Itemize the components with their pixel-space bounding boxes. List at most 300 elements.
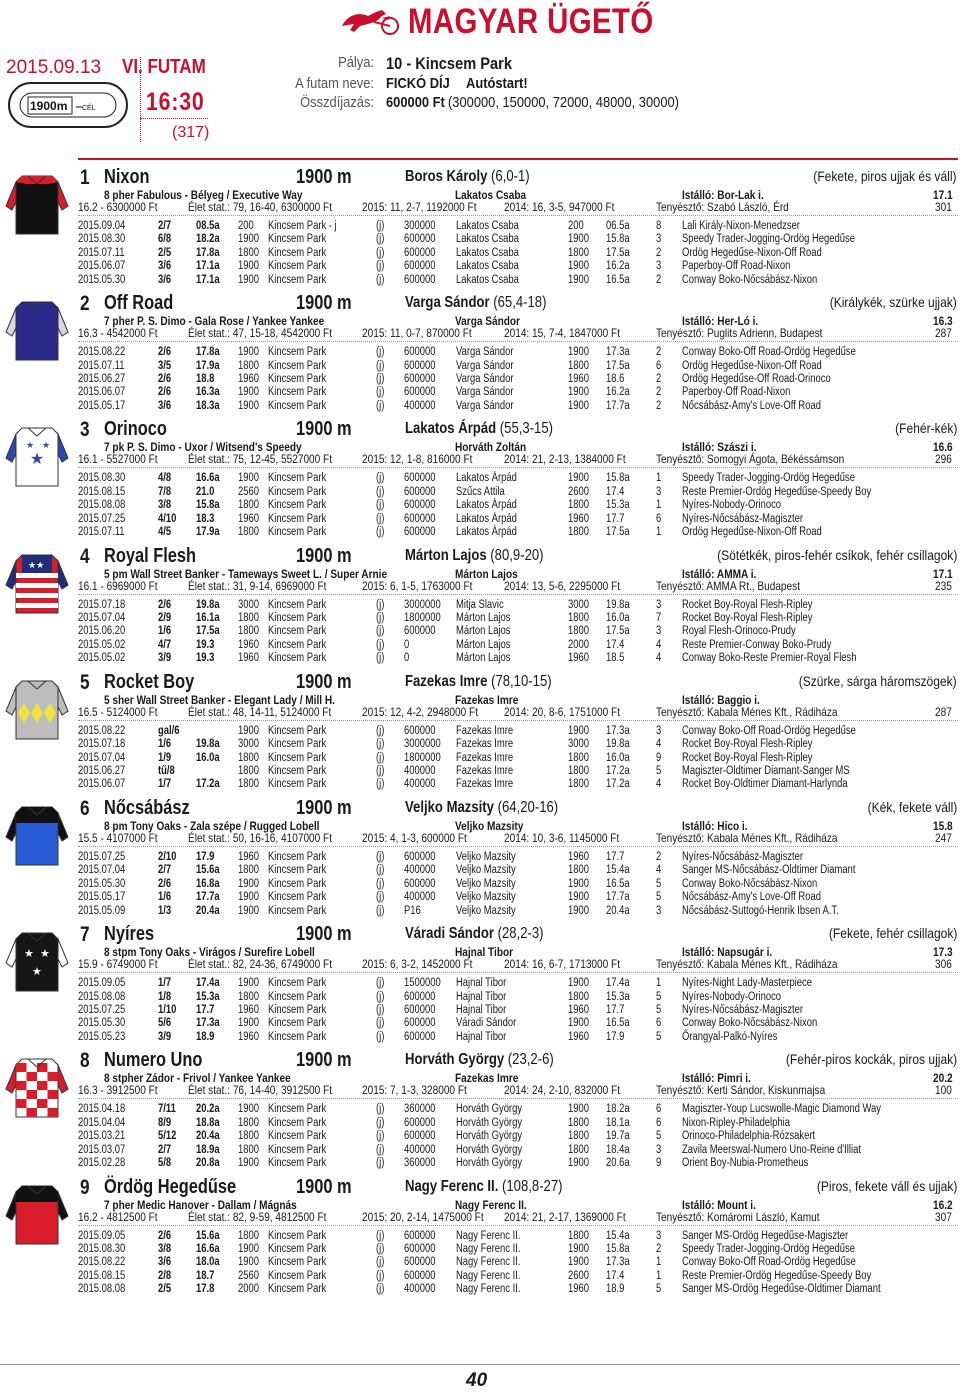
race-history-cell: 18.8a [196,1116,220,1129]
race-history-cell: (j) [376,1269,385,1282]
race-history-cell: 2/6 [158,346,172,359]
race-history-cell: 16.6a [196,472,220,485]
race-history-cell: Őrangyal-Palkó-Nyíres [682,1030,778,1043]
race-history-cell: (j) [376,977,385,990]
race-history-cell: 1800 [238,1143,259,1156]
odds: 17.1 [933,566,953,581]
race-history-cell: 19.3 [196,652,215,665]
race-history-cell: 2015.06.27 [78,372,126,385]
trainer: Nagy Ferenc II. [455,1197,527,1212]
race-history-cell: 1900 [238,1017,259,1030]
stats-2014: 2014: 16, 3-5, 947000 Ft [504,200,615,214]
race-history-cell: (j) [376,990,385,1003]
race-history-cell: 18.7 [196,1269,215,1282]
driver-stats: (64,20-16) [497,799,559,816]
race-history-cell: 20.4a [196,904,220,917]
breeder-number: 287 [935,326,952,341]
best-record: 16.2 - 6300000 Ft [78,200,158,214]
race-history-cell: Kincsem Park [268,512,327,525]
race-history-cell: 15.3a [196,990,220,1003]
divider [140,57,141,142]
race-history-cell: Nőcsábász-Amy's Love-Off Road [682,399,821,412]
race-history-cell: Kincsem Park [268,372,327,385]
divider [78,215,958,216]
driver-name-text: Váradi Sándor [405,925,494,943]
race-history-cell: 3/9 [158,1030,172,1043]
race-history-cell: 1900 [238,1103,259,1116]
race-history-cell: 1800 [568,1143,589,1156]
race-history-cell: 2/5 [158,1283,172,1296]
race-history-cell: 19.3 [196,638,215,651]
race-history-cell: Kincsem Park [268,778,327,791]
breeder-number: 100 [935,1083,952,1098]
stats-2014: 2014: 20, 8-6, 1751000 Ft [504,704,621,719]
race-history-cell: 1800 [568,1229,589,1242]
race-history-cell: 2/6 [158,372,172,385]
race-history-cell: 15.3a [606,499,630,512]
race-history-cell: 0 [404,652,410,665]
odds: 17.3 [933,945,953,960]
race-history-cell: 2015.07.11 [78,359,125,372]
race-history-cell: 400000 [404,1283,436,1296]
driver-name [405,673,552,691]
race-history-cell: 2015.06.07 [78,386,126,399]
race-history-cell: 16.1a [196,611,220,624]
race-history-cell: 16.0a [606,611,630,624]
life-stats: Élet stat.: 48, 14-11, 5124000 Ft [188,704,332,719]
race-history-cell: 5/12 [158,1130,177,1143]
race-history-cell: 400000 [404,864,436,877]
stable: Istálló: Mount i. [682,1197,756,1212]
race-history-cell: 2015.08.22 [78,346,126,359]
race-history-cell: (j) [376,399,385,412]
race-history-cell: 1800 [568,764,589,777]
race-history-cell: 2015.05.02 [78,638,126,651]
race-history-cell: 1/9 [158,751,172,764]
race-history-cell: 16.0a [196,751,220,764]
race-history-cell: 3/6 [158,260,172,273]
race-history-cell: Mitja Slavic [456,598,504,611]
race-history-cell: 2015.05.30 [78,273,126,286]
race-history-cell: 3000000 [404,738,441,751]
race-history-cell: 16.5a [606,877,630,890]
race-history-cell: 2/8 [158,1269,172,1282]
race-history-cell: 1800 [238,525,259,538]
silk-colors: (Kék, fekete váll) [867,799,957,815]
best-record: 16.3 - 3912500 Ft [78,1083,158,1098]
race-history-cell: 1800 [238,778,259,791]
horse-name: Nőcsábász [104,797,190,819]
race-history-cell: 1900 [568,1256,589,1269]
race-history-cell: (j) [376,638,385,651]
race-history-cell: 1900 [238,399,259,412]
race-history-cell: 20.6a [606,1156,630,1169]
race-history-cell: 16.5a [606,1017,630,1030]
race-history-cell: Nőcsábász-Amy's Love-Off Road [682,891,821,904]
race-history-cell: Kincsem Park [268,625,327,638]
race-history-cell: 600000 [404,724,436,737]
race-history-cell: 18.5 [606,652,625,665]
life-stats: Élet stat.: 31, 9-14, 6969000 Ft [188,578,327,593]
race-history-cell: 1900 [238,233,259,246]
breeder-number: 306 [935,957,952,972]
race-history-cell: 1800000 [404,751,441,764]
race-history-cell: 17.2a [606,764,630,777]
race-history-cell: 400000 [404,399,436,412]
race-history-cell: Nagy Ferenc II. [456,1269,521,1282]
race-history-cell: Nyíres-Nobody-Orinoco [682,990,782,1003]
driver-name [405,799,558,817]
race-history-cell: Kincsem Park [268,1116,327,1129]
race-history-cell: 600000 [404,1003,436,1016]
race-history-cell: 1800 [238,1116,259,1129]
race-history-cell: Kincsem Park [268,1143,327,1156]
race-history-cell: 1800 [238,990,259,1003]
pedigree: 7 pher P. S. Dimo - Gala Rose / Yankee Yankee [104,314,325,329]
odds: 16.6 [933,440,953,455]
race-history-cell: 2015.04.04 [78,1116,126,1129]
race-number: VI. FUTAM [122,56,206,78]
race-history-cell: 1/7 [158,977,172,990]
life-stats: Élet stat.: 82, 9-59, 4812500 Ft [188,1209,327,1224]
pedigree: 8 pm Tony Oaks - Zala szépe / Rugged Lobell [104,819,320,833]
race-history-cell: 1800 [568,778,589,791]
race-history-cell: 2015.05.02 [78,652,126,665]
race-history-cell: Speedy Trader-Jogging-Ördög Hegedűse [682,472,855,485]
race-history-cell: Kincsem Park [268,652,327,665]
race-history-cell: 4 [656,778,662,791]
race-history-cell: Kincsem Park [268,233,327,246]
race-history-cell: Horváth György [456,1130,523,1143]
entry-number: 9 [80,1175,90,1199]
race-history-cell: Lakatos Árpád [456,499,517,512]
best-record: 16.2 - 4812500 Ft [78,1209,158,1224]
entry-block [0,288,960,414]
entry-block [0,919,960,1045]
race-history-cell: 2 [656,346,662,359]
breeder: Tenyésztő: Komáromi László, Kamut [656,1209,820,1224]
race-history-cell: Kincsem Park [268,1130,327,1143]
race-history-cell: 1900 [568,233,589,246]
trainer: Hajnal Tibor [455,945,514,960]
silk-colors: (Fehér-piros kockák, piros ujjak) [785,1051,957,1068]
race-history-cell: 600000 [404,346,436,359]
divider [78,594,958,595]
race-history-cell: 1960 [238,851,259,863]
race-history-cell: 17.2a [606,778,630,791]
driver-stats: (78,10-15) [491,672,552,690]
silk-colors: (Szürke, sárga háromszögek) [799,672,957,689]
race-history-cell: 2 [656,386,662,399]
race-history-cell: 2/10 [158,851,177,863]
silk-colors: (Piros, fekete váll és ujjak) [816,1177,957,1194]
race-history-cell: 19.8a [606,738,630,751]
race-history-cell: 3/5 [158,359,172,372]
race-history-cell: 2 [656,851,662,863]
race-history-cell: 3 [656,625,662,638]
race-history-cell: 16.6a [196,1242,220,1255]
race-history-cell: Paperboy-Off Road-Nixon [682,260,791,273]
race-history-cell: 18.9 [196,1030,215,1043]
race-history-cell: 1800 [238,1229,259,1242]
race-history-cell: 1900 [238,260,259,273]
race-name: FICKÓ DÍJ [386,75,450,92]
breeder-number: 287 [935,704,952,719]
race-history-cell: Nyíres-Nőcsábász-Magiszter [682,851,804,863]
race-history-cell: Paperboy-Off Road-Nixon [682,386,791,399]
stable: Istálló: Napsugár i. [682,945,773,960]
breeder: Tenyésztő: Somogyi Ágota, Békéssámson [656,452,845,467]
jockey-silk-icon [4,1178,70,1246]
race-history-cell: 1900 [568,386,589,399]
race-history-cell: Kincsem Park [268,485,327,498]
race-history-cell: 3000 [568,598,589,611]
silk-colors: (Sötétkék, piros-fehér csíkok, fehér csillagok) [716,546,957,563]
race-history-cell: 5 [656,877,662,890]
breeder-number: 301 [935,200,952,214]
race-history-cell: 2015.02.28 [78,1156,126,1169]
breeder-number: 307 [935,1209,952,1224]
race-history-cell: 2015.08.08 [78,1283,126,1296]
race-history-cell: 2015.09.05 [78,1229,126,1242]
race-history-cell: 17.7a [606,891,630,904]
race-name-label: A futam neve: [295,75,374,92]
race-history-cell: 19.7a [606,1130,630,1143]
race-history-cell: Kincsem Park [268,864,327,877]
race-history-cell: Kincsem Park [268,1103,327,1116]
race-history-cell: (j) [376,738,385,751]
race-history-cell: 16.2a [606,386,630,399]
race-history-cell: 5 [656,764,662,777]
race-history-cell: 17.9a [196,359,220,372]
race-history-cell: 600000 [404,233,436,246]
driver-name-text: Veljko Mazsity [405,799,494,816]
race-history-cell: 7/11 [158,1103,176,1116]
race-history-cell: 1900 [238,386,259,399]
entry-block [0,793,960,919]
race-history-cell: 1900 [238,472,259,485]
race-history-cell: 15.3a [606,990,630,1003]
race-history-cell: Kincsem Park [268,764,327,777]
race-history-cell: Kincsem Park - j [268,220,337,232]
race-history-cell: 600000 [404,1017,436,1030]
race-history-cell: Nagy Ferenc II. [456,1229,521,1242]
pedigree: 7 pk P. S. Dimo - Uxor / Witsend's Speedy [104,440,302,455]
race-history-cell: 18.2a [606,1103,630,1116]
best-record: 15.5 - 4107000 Ft [78,831,158,845]
race-history-cell: Kincsem Park [268,359,327,372]
pedigree: 7 pher Medic Hanover - Dallam / Mágnás [104,1197,297,1212]
race-history-cell: 2015.07.25 [78,512,126,525]
race-history-cell: 2015.08.30 [78,1242,126,1255]
race-history-cell: 20.8a [196,1156,220,1169]
entry-block [0,667,960,793]
race-history-cell: (j) [376,625,385,638]
race-history-cell: 600000 [404,485,436,498]
driver-name-text: Fazekas Imre [405,672,488,690]
race-history-cell: Kincsem Park [268,1003,327,1016]
race-history-cell: 600000 [404,472,436,485]
race-history-cell: Kincsem Park [268,891,327,904]
race-history-cell: Hajnal Tibor [456,1030,507,1043]
race-history-cell: 17.4 [606,485,625,498]
race-history-cell: (j) [376,485,385,498]
jockey-silk-icon [4,294,70,362]
race-history-cell: Conway Boko-Nőcsábász-Nixon [682,1017,818,1030]
race-history-cell: Nixon-Ripley-Philadelphia [682,1116,790,1129]
race-history-cell: 2600 [568,1269,589,1282]
header-rule [78,158,958,160]
race-history-cell: 8 [656,220,662,232]
stable: Istálló: Her-Ló i. [682,314,759,329]
race-history-cell: 4 [656,864,662,877]
race-history-cell: 400000 [404,891,436,904]
entry-number: 2 [80,292,90,316]
race-history-cell: Lakatos Csaba [456,273,519,286]
race-history-cell: (j) [376,346,385,359]
race-history-cell: 2/6 [158,1229,172,1242]
driver-stats: (23,2-6) [507,1051,554,1069]
prize-total: 600000 Ft [386,94,445,111]
race-history-cell: 400000 [404,1143,436,1156]
sulky-horse-logo-icon [338,6,400,36]
race-history-cell: 2015.06.07 [78,260,126,273]
stats-2015: 2015: 11, 0-7, 870000 Ft [362,326,472,341]
stable: Istálló: Pimri i. [682,1071,751,1086]
horse-name: Nyíres [104,923,155,946]
race-history-cell: Rocket Boy-Royal Flesh-Ripley [682,751,813,764]
horse-name: Off Road [104,292,174,315]
race-history-cell: 1800 [568,611,589,624]
race-history-cell: Nagy Ferenc II. [456,1283,521,1296]
race-history-cell: 3 [656,233,662,246]
driver-stats: (55,3-15) [499,420,554,438]
race-history-cell: 9 [656,751,662,764]
race-history-cell: 1900 [568,1156,589,1169]
horse-name: Royal Flesh [104,544,197,567]
entry-number: 8 [80,1049,90,1073]
race-history-cell: 17.1a [196,260,220,273]
race-history-cell: 18.2a [196,233,220,246]
race-history-cell: Speedy Trader-Jogging-Ördög Hegedűse [682,233,855,246]
race-history-cell: Nyíres-Nobody-Orinoco [682,499,782,512]
stable: Istálló: AMMA i. [682,566,757,581]
race-history-cell: Rocket Boy-Royal Flesh-Ripley [682,598,813,611]
stats-2015: 2015: 6, 1-5, 1763000 Ft [362,578,473,593]
best-record: 16.3 - 4542000 Ft [78,326,158,341]
race-history-cell: 600000 [404,525,436,538]
race-history-cell: 1 [656,1256,662,1269]
race-history-cell: (j) [376,1229,385,1242]
race-history-cell: (j) [376,1030,385,1043]
race-history-cell: Ördög Hegedűse-Nixon-Off Road [682,246,822,259]
race-history-cell: Nyíres-Nőcsábász-Magiszter [682,1003,804,1016]
race-history-cell: Kincsem Park [268,611,327,624]
race-history-cell: 3/6 [158,273,172,286]
svg-text:★: ★ [24,948,34,961]
driver-name-text: Márton Lajos [405,546,487,564]
race-history-cell: 3 [656,260,662,273]
race-history-cell: 2 [656,246,662,259]
race-history-cell: Magiszter-Youp Lucswolle-Magic Diamond Way [682,1103,881,1116]
race-history-cell: 600000 [404,851,436,863]
driver-stats: (108,8-27) [501,1177,563,1195]
race-history-cell: 5 [656,990,662,1003]
venue-label: Pálya: [338,54,374,71]
race-history-cell: Ördög Hegedűse-Nixon-Off Road [682,359,822,372]
race-history-cell: 15.8a [606,1242,630,1255]
stats-2014: 2014: 13, 5-6, 2295000 Ft [504,578,621,593]
jockey-silk-icon [4,168,70,236]
race-history-cell: 2015.07.18 [78,598,126,611]
race-history-cell: Kincsem Park [268,638,327,651]
race-history-cell: 600000 [404,246,436,259]
stats-2015: 2015: 11, 2-7, 1192000 Ft [362,200,477,214]
breeder: Tenyésztő: Puglits Adrienn, Budapest [656,326,823,341]
race-history-cell: 2015.05.17 [78,399,126,412]
pedigree: 5 sher Wall Street Banker - Elegant Lady / Mill H. [104,692,335,707]
stats-2015: 2015: 4, 1-3, 600000 Ft [362,831,467,845]
entry-block [0,414,960,540]
race-history-cell: 15.6a [196,864,220,877]
odds: 15.8 [933,819,953,833]
race-history-cell: Horváth György [456,1156,523,1169]
driver-name [405,420,553,438]
race-history-cell: 600000 [404,359,436,372]
race-history-cell: 1960 [238,372,259,385]
race-history-cell: 1800 [568,990,589,1003]
race-history-cell: Reste Premier-Conway Boko-Prudy [682,638,832,651]
race-history-cell: Hajnal Tibor [456,977,507,990]
race-history-cell: 2015.06.20 [78,625,126,638]
race-history-cell: tű/8 [158,764,175,777]
race-history-cell: 1900 [238,1256,259,1269]
race-history-cell: 1900 [238,891,259,904]
race-history-cell: 17.7 [606,512,625,525]
race-history-cell: Varga Sándor [456,399,514,412]
race-history-cell: 17.5a [606,246,630,259]
race-history-cell: 1900 [568,472,589,485]
entry-block [0,1172,960,1298]
silk-colors: (Fekete, piros ujjak és váll) [813,168,957,184]
driver-stats: (28,2-3) [497,925,544,943]
race-history-cell: 2015.07.04 [78,751,126,764]
race-history-cell: 2015.04.18 [78,1103,126,1116]
footer-rule [0,1364,960,1365]
race-history-cell: Rocket Boy-Oldtimer Diamant-Harlynda [682,778,848,791]
race-history-cell: 1800000 [404,611,441,624]
race-history-cell: 1/10 [158,1003,177,1016]
race-history-cell: 1900 [238,346,259,359]
race-history-cell: 1800 [568,359,589,372]
race-history-cell: 1800 [568,499,589,512]
jockey-silk-icon [4,799,70,867]
race-history-cell: Lakatos Árpád [456,525,517,538]
race-history-cell: (j) [376,525,385,538]
race-history-cell: 2015.05.23 [78,1030,126,1043]
race-history-cell: 1800 [238,611,259,624]
race-history-cell: 600000 [404,1242,436,1255]
race-history-cell: 19.8a [196,598,220,611]
race-history-cell: 600000 [404,625,436,638]
race-history-cell: (j) [376,220,385,232]
race-history-cell: 1900 [238,273,259,286]
race-history-cell: 17.5a [196,625,220,638]
race-history-cell: 1960 [238,652,259,665]
race-history-cell: Ördög Hegedűse-Nixon-Off Road [682,525,822,538]
race-history-cell: (j) [376,1256,385,1269]
race-history-cell: gal/6 [158,724,180,737]
